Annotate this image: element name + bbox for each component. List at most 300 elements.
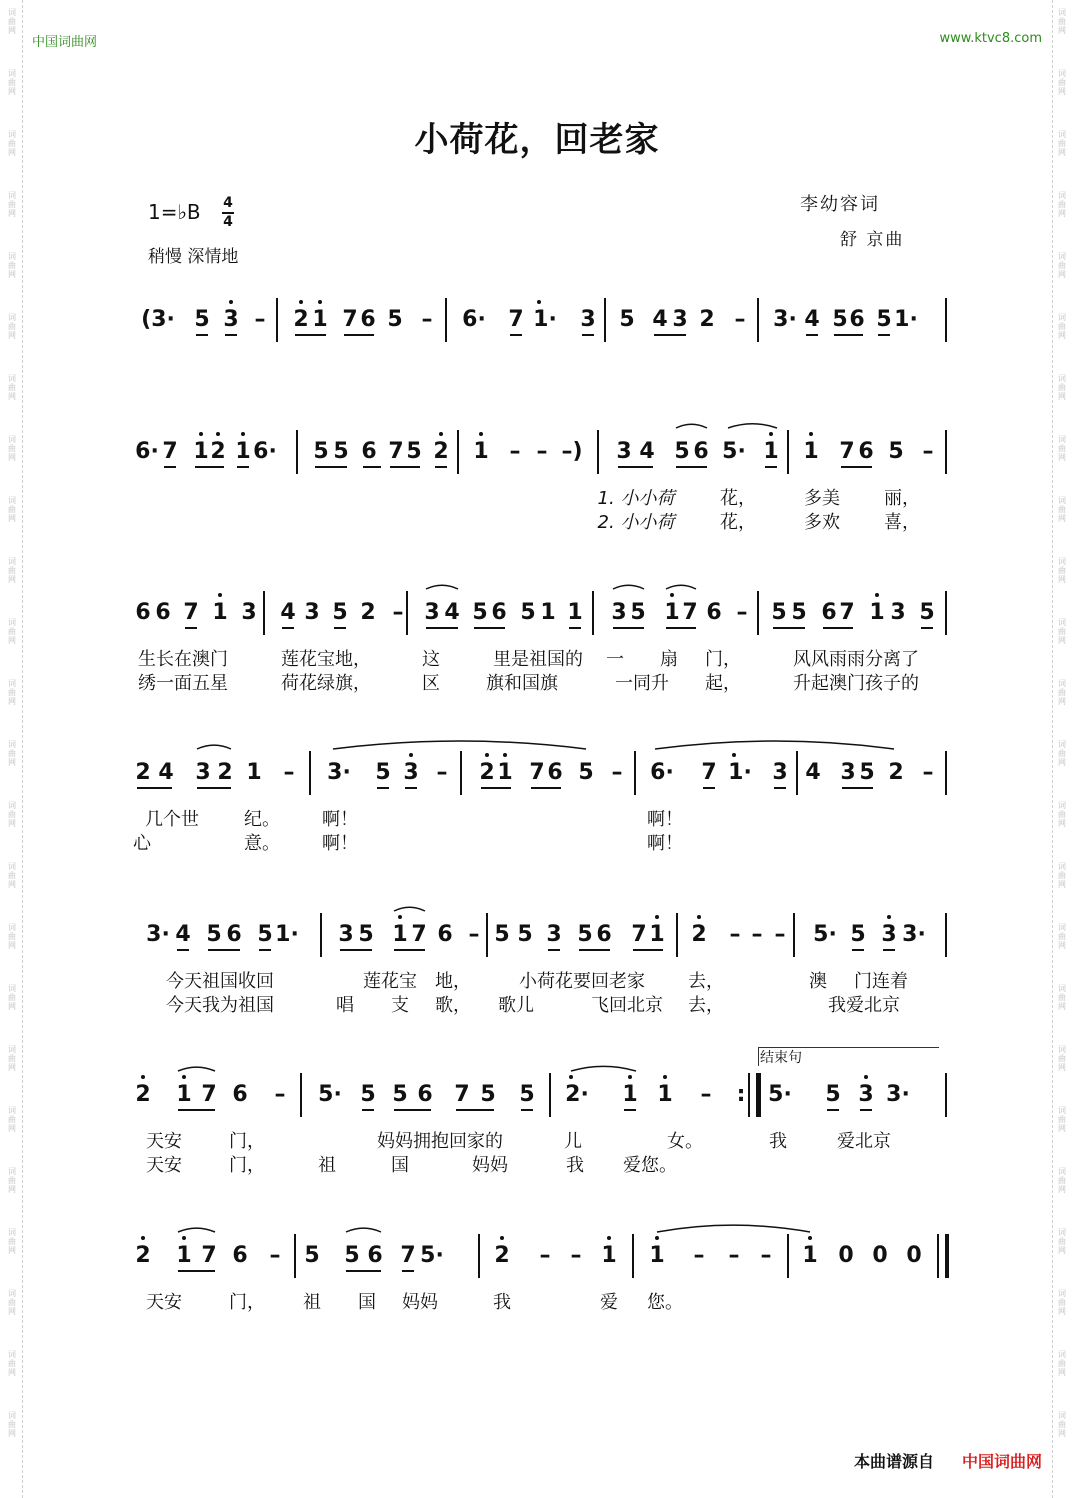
lyric-verse-1: 我 — [769, 1131, 787, 1152]
lyric-verse-1: 丽， — [884, 488, 920, 509]
barline — [263, 591, 265, 635]
barline — [634, 751, 636, 795]
barline — [787, 1234, 789, 1278]
lyric-verse-2: 心 — [133, 833, 151, 854]
jianpu-note: – — [693, 1243, 705, 1268]
jianpu-note: – — [269, 1243, 281, 1268]
jianpu-note: 7 — [162, 439, 178, 464]
duration-underline — [613, 627, 644, 629]
slur — [178, 1067, 215, 1071]
jianpu-note: 7 — [454, 1082, 470, 1107]
jianpu-note: 5 — [472, 600, 488, 625]
lyric-verse-1: 多美 — [804, 488, 840, 509]
lyric-verse-1: 花， — [720, 488, 756, 509]
jianpu-note: 6 — [693, 439, 709, 464]
jianpu-note: 6 — [226, 922, 242, 947]
jianpu-note: 7 — [839, 600, 855, 625]
barline — [757, 298, 759, 342]
jianpu-note: 5 — [332, 600, 348, 625]
jianpu-note: 2 — [135, 1243, 151, 1268]
jianpu-note: 7 — [839, 439, 855, 464]
jianpu-note: 7 — [183, 600, 199, 625]
jianpu-note: 3 — [195, 760, 211, 785]
jianpu-note: 6· — [253, 439, 277, 464]
jianpu-note: 3 — [890, 600, 906, 625]
duration-underline — [481, 787, 511, 789]
jianpu-note: 6 — [706, 600, 722, 625]
barline — [294, 1234, 296, 1278]
jianpu-note: 6· — [650, 760, 674, 785]
jianpu-note: 2· — [565, 1082, 589, 1107]
jianpu-note: 5 — [406, 439, 422, 464]
high-octave-dot — [141, 1236, 145, 1240]
duration-underline — [666, 627, 696, 629]
jianpu-note: 5 — [619, 307, 635, 332]
watermark-text: 词 曲 网 — [8, 923, 16, 950]
high-octave-dot — [887, 915, 891, 919]
slur — [333, 741, 586, 749]
jianpu-note: 5 — [888, 439, 904, 464]
jianpu-note: 3 — [611, 600, 627, 625]
jianpu-note: 4 — [158, 760, 174, 785]
watermark-text: 词 曲 网 — [1058, 984, 1066, 1011]
watermark-text: 词 曲 网 — [8, 374, 16, 401]
lyric-verse-1: 爱北京 — [837, 1131, 891, 1152]
jianpu-note: – — [734, 307, 746, 332]
jianpu-note: 5 — [630, 600, 646, 625]
jianpu-note: 1· — [533, 307, 557, 332]
watermark-text: 词 曲 网 — [8, 1045, 16, 1072]
watermark-text: 词 曲 网 — [1058, 618, 1066, 645]
high-octave-dot — [485, 753, 489, 757]
high-octave-dot — [875, 593, 879, 597]
barline — [460, 751, 462, 795]
watermark-text: 词 曲 网 — [1058, 1228, 1066, 1255]
duration-underline — [774, 787, 786, 789]
lyric-verse-2: 爱您。 — [623, 1155, 677, 1176]
lyric-verse-2: 飞回北京 — [591, 995, 663, 1016]
duration-underline — [196, 334, 208, 336]
lyric-verse-2: 区 — [422, 673, 440, 694]
jianpu-note: 6 — [437, 922, 453, 947]
lyric-verse-1: 莲花宝地， — [281, 649, 371, 670]
duration-underline — [363, 466, 381, 468]
jianpu-note: 5 — [480, 1082, 496, 1107]
barline — [320, 913, 322, 957]
jianpu-note: 5 — [392, 1082, 408, 1107]
watermark-text: 词 曲 网 — [8, 1228, 16, 1255]
jianpu-note: 0 — [906, 1243, 922, 1268]
watermark-text: 词 曲 网 — [1058, 252, 1066, 279]
jianpu-note: 4 — [639, 439, 655, 464]
slur — [426, 585, 458, 589]
jianpu-note: 2 — [691, 922, 707, 947]
jianpu-note: 3· — [327, 760, 351, 785]
jianpu-note: 1 — [312, 307, 328, 332]
lyric-verse-2: 今天我为祖国 — [166, 995, 274, 1016]
duration-underline — [654, 334, 686, 336]
jianpu-note: 3· — [902, 922, 926, 947]
header-site-left[interactable]: 中国词曲网 — [32, 35, 98, 50]
watermark-text: 词 曲 网 — [8, 69, 16, 96]
jianpu-note: 3· — [146, 922, 170, 947]
watermark-text: 词 曲 网 — [8, 801, 16, 828]
duration-underline — [703, 787, 715, 789]
jianpu-note: 1 — [473, 439, 489, 464]
high-octave-dot — [809, 432, 813, 436]
watermark-text: 词 曲 网 — [1058, 1106, 1066, 1133]
lyric-verse-2: 意。 — [244, 833, 280, 854]
duration-underline — [208, 949, 240, 951]
jianpu-note: 1 — [664, 600, 680, 625]
watermark-text: 词 曲 网 — [8, 496, 16, 523]
jianpu-note: – — [254, 307, 266, 332]
duration-underline — [474, 627, 505, 629]
duration-underline — [237, 466, 249, 468]
high-octave-dot — [216, 432, 220, 436]
jianpu-note: 7 — [201, 1243, 217, 1268]
jianpu-note: 5 — [206, 922, 222, 947]
barline — [937, 1234, 939, 1278]
watermark-text: 词 曲 网 — [8, 1411, 16, 1438]
jianpu-note: 2 — [479, 760, 495, 785]
watermark-text: 词 曲 网 — [8, 1167, 16, 1194]
duration-underline — [548, 949, 560, 951]
jianpu-note: 1 — [649, 1243, 665, 1268]
jianpu-note: 1 — [193, 439, 209, 464]
jianpu-note: 7 — [342, 307, 358, 332]
lyric-verse-1: 风风雨雨分离了 — [793, 649, 919, 670]
jianpu-note: 3 — [772, 760, 788, 785]
duration-underline — [773, 627, 805, 629]
jianpu-note: 0 — [838, 1243, 854, 1268]
lyric-verse-2: 啊！ — [322, 833, 358, 854]
jianpu-note: 1 — [803, 439, 819, 464]
duration-underline — [579, 949, 610, 951]
watermark-text: 词 曲 网 — [8, 1289, 16, 1316]
jianpu-note: 3 — [403, 760, 419, 785]
lyric-verse-1: 今天祖国收回 — [166, 971, 274, 992]
slur — [666, 585, 696, 589]
lyric-verse-1: 一 — [606, 649, 624, 670]
duration-underline — [765, 466, 777, 468]
jianpu-note: 3 — [338, 922, 354, 947]
high-octave-dot — [808, 1236, 812, 1240]
high-octave-dot — [697, 915, 701, 919]
jianpu-note: 2 — [360, 600, 376, 625]
jianpu-note: 0 — [872, 1243, 888, 1268]
watermark-text: 词 曲 网 — [8, 1106, 16, 1133]
duration-underline — [178, 1270, 215, 1272]
duration-underline — [426, 627, 458, 629]
jianpu-note: – — [274, 1082, 286, 1107]
high-octave-dot — [655, 1236, 659, 1240]
duration-underline — [394, 1109, 431, 1111]
duration-underline — [676, 466, 707, 468]
lyric-verse-1: 祖 — [303, 1292, 321, 1313]
jianpu-note: 2 — [494, 1243, 510, 1268]
time-signature-bottom: 4 — [223, 214, 233, 230]
jianpu-note: 5 — [850, 922, 866, 947]
lyric-verse-1: 我 — [493, 1292, 511, 1313]
duration-underline — [178, 1109, 215, 1111]
jianpu-note: 6· — [462, 307, 486, 332]
jianpu-note: 6 — [858, 439, 874, 464]
jianpu-note: 1 — [176, 1082, 192, 1107]
jianpu-note: 5 — [519, 1082, 535, 1107]
watermark-text: 词 曲 网 — [1058, 69, 1066, 96]
jianpu-note: 1 — [235, 439, 251, 464]
lyric-verse-1: 去， — [688, 971, 724, 992]
jianpu-note: 3· — [886, 1082, 910, 1107]
duration-underline — [402, 1270, 414, 1272]
duration-underline — [842, 787, 873, 789]
footer-source-site[interactable]: 中国词曲网 — [961, 1452, 1042, 1471]
lyric-verse-1: 几个世 — [145, 809, 199, 830]
lyric-verse-1: 纪。 — [244, 809, 280, 830]
jianpu-note: 4 — [175, 922, 191, 947]
watermark-text: 词 曲 网 — [8, 130, 16, 157]
jianpu-note: 3 — [241, 600, 257, 625]
high-octave-dot — [569, 1075, 573, 1079]
lyric-verse-2: 荷花绿旗， — [281, 673, 371, 694]
duration-underline — [521, 1109, 533, 1111]
jianpu-note: 6 — [135, 600, 151, 625]
lyric-verse-2: 多欢 — [804, 512, 840, 533]
duration-underline — [878, 334, 890, 336]
lyric-verse-1: 天安 — [146, 1292, 182, 1313]
lyric-verse-1: 这 — [422, 649, 440, 670]
jianpu-note: 1· — [894, 307, 918, 332]
lyric-verse-1: 生长在澳门 — [138, 649, 228, 670]
key-signature: 1=♭B — [148, 200, 201, 224]
lyric-verse-2: 我爱北京 — [828, 995, 900, 1016]
jianpu-note: 5 — [360, 1082, 376, 1107]
jianpu-note: – — [570, 1243, 582, 1268]
high-octave-dot — [503, 753, 507, 757]
lyric-verse-1: 1. 小小荷 — [597, 488, 675, 509]
duration-underline — [225, 334, 237, 336]
jianpu-note: – — [760, 1243, 772, 1268]
jianpu-note: – — [421, 307, 433, 332]
jianpu-note: 1 — [601, 1243, 617, 1268]
duration-underline — [405, 787, 417, 789]
lyric-verse-2: 去， — [688, 995, 724, 1016]
jianpu-note: 2 — [699, 307, 715, 332]
watermark-text: 词 曲 网 — [1058, 1350, 1066, 1377]
watermark-text: 词 曲 网 — [1058, 740, 1066, 767]
high-octave-dot — [732, 753, 736, 757]
jianpu-note: 7 — [701, 760, 717, 785]
lyric-verse-1: 门， — [229, 1131, 265, 1152]
barline — [945, 430, 947, 474]
jianpu-note: 7 — [201, 1082, 217, 1107]
high-octave-dot — [479, 432, 483, 436]
jianpu-note: 5 — [876, 307, 892, 332]
slur — [571, 1066, 636, 1071]
jianpu-note: 4 — [444, 600, 460, 625]
high-octave-dot — [182, 1236, 186, 1240]
watermark-text: 词 曲 网 — [1058, 1289, 1066, 1316]
slur — [676, 424, 707, 428]
jianpu-note: 2 — [293, 307, 309, 332]
watermark-text: 词 曲 网 — [8, 313, 16, 340]
high-octave-dot — [229, 300, 233, 304]
barline — [787, 430, 789, 474]
jianpu-note: 5· — [768, 1082, 792, 1107]
lyric-verse-1: 您。 — [647, 1292, 683, 1313]
barline — [406, 591, 408, 635]
watermark-text: 词 曲 网 — [1058, 1411, 1066, 1438]
jianpu-note: – — [751, 922, 763, 947]
high-octave-dot — [769, 432, 773, 436]
high-octave-dot — [141, 1075, 145, 1079]
jianpu-note: 5 — [791, 600, 807, 625]
jianpu-note: 4 — [804, 307, 820, 332]
jianpu-note: 5 — [520, 600, 536, 625]
high-octave-dot — [199, 432, 203, 436]
jianpu-note: 1 — [497, 760, 513, 785]
left-watermark-strip — [4, 0, 20, 1498]
right-watermark-strip — [1054, 0, 1070, 1498]
jianpu-note: 6 — [232, 1243, 248, 1268]
jianpu-note: 7 — [508, 307, 524, 332]
high-octave-dot — [628, 1075, 632, 1079]
barline — [276, 298, 278, 342]
duration-underline — [197, 787, 231, 789]
slur — [394, 907, 425, 911]
slur — [728, 424, 777, 428]
jianpu-note: 1 — [869, 600, 885, 625]
jianpu-note: 1 — [763, 439, 779, 464]
barline — [945, 1073, 947, 1117]
jianpu-note: 3 — [424, 600, 440, 625]
jianpu-note: – — [728, 1243, 740, 1268]
lyric-verse-2: 起， — [705, 673, 741, 694]
lyric-verse-2: 我 — [566, 1155, 584, 1176]
double-barline — [757, 1073, 761, 1117]
jianpu-note: 5· — [420, 1243, 444, 1268]
jianpu-note: 5 — [517, 922, 533, 947]
jianpu-note: 1 — [657, 1082, 673, 1107]
jianpu-note: – — [509, 439, 521, 464]
slur — [613, 585, 644, 589]
jianpu-note: 1 — [622, 1082, 638, 1107]
barline — [945, 298, 947, 342]
jianpu-note: 5 — [257, 922, 273, 947]
jianpu-note: 6· — [135, 439, 159, 464]
lyric-verse-1: 门， — [229, 1292, 265, 1313]
jianpu-note: 4 — [805, 760, 821, 785]
duration-underline — [346, 1270, 381, 1272]
duration-underline — [860, 1109, 872, 1111]
jianpu-note: – — [700, 1082, 712, 1107]
jianpu-note: 7 — [682, 600, 698, 625]
ending-label: 结束句 — [760, 1050, 802, 1066]
jianpu-note: 3 — [858, 1082, 874, 1107]
jianpu-note: 3 — [580, 307, 596, 332]
barline — [796, 751, 798, 795]
duration-underline — [841, 466, 872, 468]
jianpu-note: 7 — [411, 922, 427, 947]
jianpu-note: 7 — [529, 760, 545, 785]
lyricist-credit: 李幼容词 — [800, 194, 880, 215]
jianpu-note: 5 — [387, 307, 403, 332]
double-barline — [945, 1234, 949, 1278]
jianpu-note: 1 — [176, 1243, 192, 1268]
jianpu-note: : — [736, 1082, 746, 1107]
duration-underline — [295, 334, 326, 336]
jianpu-note: 5· — [813, 922, 837, 947]
jianpu-note: 1 — [246, 760, 262, 785]
lyric-verse-1: 澳 — [809, 971, 827, 992]
duration-underline — [823, 627, 853, 629]
lyric-verse-1: 门， — [705, 649, 741, 670]
jianpu-note: 5 — [832, 307, 848, 332]
lyric-verse-1: 莲花宝 — [363, 971, 417, 992]
watermark-text: 词 曲 网 — [1058, 1167, 1066, 1194]
watermark-text: 词 曲 网 — [8, 618, 16, 645]
duration-underline — [618, 466, 653, 468]
duration-underline — [377, 787, 389, 789]
watermark-text: 词 曲 网 — [1058, 496, 1066, 523]
jianpu-note: – — [611, 760, 623, 785]
high-octave-dot — [182, 1075, 186, 1079]
slur — [197, 745, 231, 749]
header-site-right[interactable]: www.ktvc8.com — [939, 31, 1042, 46]
lyric-verse-1: 国 — [358, 1292, 376, 1313]
high-octave-dot — [500, 1236, 504, 1240]
duration-underline — [633, 949, 663, 951]
jianpu-note: 7 — [400, 1243, 416, 1268]
lyric-verse-2: 喜， — [884, 512, 920, 533]
barline — [945, 913, 947, 957]
duration-underline — [185, 627, 197, 629]
barline — [300, 1073, 302, 1117]
watermark-text: 词 曲 网 — [8, 8, 16, 35]
jianpu-note: 5 — [919, 600, 935, 625]
barline — [632, 1234, 634, 1278]
high-octave-dot — [655, 915, 659, 919]
duration-underline — [921, 627, 933, 629]
jianpu-note: – — [774, 922, 786, 947]
jianpu-note: 6 — [821, 600, 837, 625]
jianpu-note: 6 — [547, 760, 563, 785]
duration-underline — [340, 949, 372, 951]
barline — [945, 591, 947, 635]
watermark-text: 词 曲 网 — [1058, 191, 1066, 218]
lyric-verse-2: 花， — [720, 512, 756, 533]
jianpu-note: – — [922, 760, 934, 785]
jianpu-note: 3 — [546, 922, 562, 947]
barline — [945, 751, 947, 795]
jianpu-note: 1 — [540, 600, 556, 625]
jianpu-note: 1· — [728, 760, 752, 785]
jianpu-note: 5 — [771, 600, 787, 625]
high-octave-dot — [241, 432, 245, 436]
jianpu-note: 4 — [652, 307, 668, 332]
jianpu-note: 5 — [333, 439, 349, 464]
jianpu-note: 5 — [825, 1082, 841, 1107]
watermark-text: 词 曲 网 — [1058, 557, 1066, 584]
lyric-verse-2: 绣一面五星 — [138, 673, 228, 694]
jianpu-note: – — [539, 1243, 551, 1268]
jianpu-note: 5 — [304, 1243, 320, 1268]
jianpu-note: 3 — [672, 307, 688, 332]
jianpu-note: – — [922, 439, 934, 464]
slur — [657, 1225, 810, 1232]
barline — [604, 298, 606, 342]
